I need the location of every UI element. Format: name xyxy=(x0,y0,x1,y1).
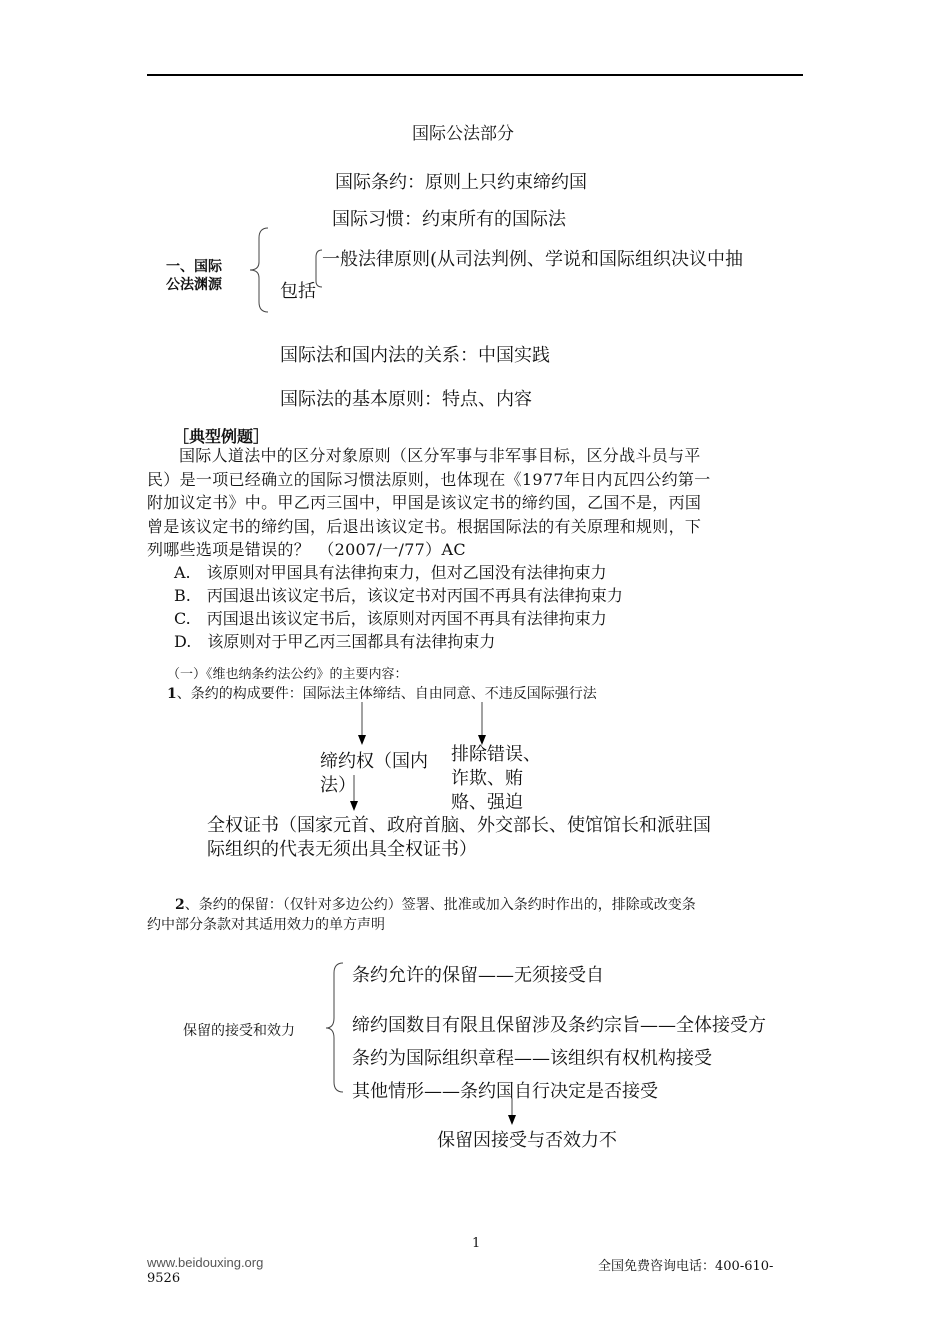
phone-line1: 全国免费咨询电话：400-610- xyxy=(598,1259,774,1274)
section-heading-line2: 公法渊源 xyxy=(166,276,222,292)
source-custom: 国际习惯：约束所有的国际法 xyxy=(332,209,566,230)
website-link[interactable]: www.beidouxing.org xyxy=(147,1255,264,1270)
full-powers-text: 全权证书（国家元首、政府首脑、外交部长、使馆馆长和派驻国 际组织的代表无须出具全权证书） xyxy=(207,815,711,860)
option-d: D. 该原则对于甲乙丙三国都具有法律拘束力 xyxy=(174,632,496,651)
reservation-label: 保留的接受和效力 xyxy=(183,1023,295,1039)
question-line: 民）是一项已经确立的国际习惯法原则，也体现在《1977年日内瓦四公约第一 xyxy=(147,469,711,489)
reservation-item: 条约为国际组织章程——该组织有权机构接受 xyxy=(352,1048,712,1069)
reservation-item: 缔约国数目有限且保留涉及条约宗旨——全体接受方 xyxy=(352,1015,766,1036)
page-number: 1 xyxy=(472,1236,481,1251)
item1-line: 1、条约的构成要件：国际法主体缔结、自由同意、不违反国际强行法 xyxy=(167,686,597,702)
basic-principles-line: 国际法的基本原则：特点、内容 xyxy=(280,389,532,410)
relation-line: 国际法和国内法的关系：中国实践 xyxy=(280,345,550,366)
example-heading: ［典型例题］ xyxy=(173,427,270,446)
question-line: 曾是该议定书的缔约国，后退出该议定书。根据国际法的有关原理和规则，下 xyxy=(147,516,702,536)
item2-line2: 约中部分条款对其适用效力的单方声明 xyxy=(147,917,385,933)
reservation-brace xyxy=(326,963,343,1092)
source-general-principles: 一般法律原则(从司法判例、学说和国际组织决议中抽 xyxy=(322,249,744,270)
question-line: 列哪些选项是错误的？ （2007/一/77）AC xyxy=(147,540,466,559)
page-title: 国际公法部分 xyxy=(412,124,514,144)
vienna-subtitle: （一）《维也纳条约法公约》的主要内容： xyxy=(167,667,408,682)
question-line: 附加议定书》中。甲乙丙三国中，甲国是该议定书的缔约国，乙国不是，丙国 xyxy=(147,493,702,512)
question-line: 国际人道法中的区分对象原则（区分军事与非军事目标，区分战斗员与平 xyxy=(179,446,701,465)
reservation-result: 保留因接受与否效力不 xyxy=(437,1130,617,1151)
reservation-item: 其他情形——条约国自行决定是否接受 xyxy=(352,1081,658,1102)
section-heading-line1: 一、国际 xyxy=(166,258,222,274)
consent-box: 排除错误、 诈欺、贿 赂、强迫 xyxy=(451,744,541,813)
competence-box: 缔约权（国内 法） xyxy=(320,751,428,796)
option-b: B. 丙国退出该议定书后，该议定书对丙国不再具有法律拘束力 xyxy=(174,586,623,605)
sources-brace xyxy=(250,228,268,312)
item2-line1: 2、条约的保留：（仅针对多边公约）签署、批准或加入条约时作出的，排除或改变条 xyxy=(175,897,696,913)
option-a: A. 该原则对甲国具有法律拘束力，但对乙国没有法律拘束力 xyxy=(174,563,607,582)
reservation-item: 条约允许的保留——无须接受自 xyxy=(352,965,604,986)
phone-line2: 9526 xyxy=(147,1271,181,1286)
includes-label: 包括 xyxy=(280,281,316,302)
option-c: C. 丙国退出该议定书后，该原则对丙国不再具有法律拘束力 xyxy=(174,609,607,628)
principles-brace xyxy=(316,250,322,287)
source-treaty: 国际条约：原则上只约束缔约国 xyxy=(335,172,587,193)
